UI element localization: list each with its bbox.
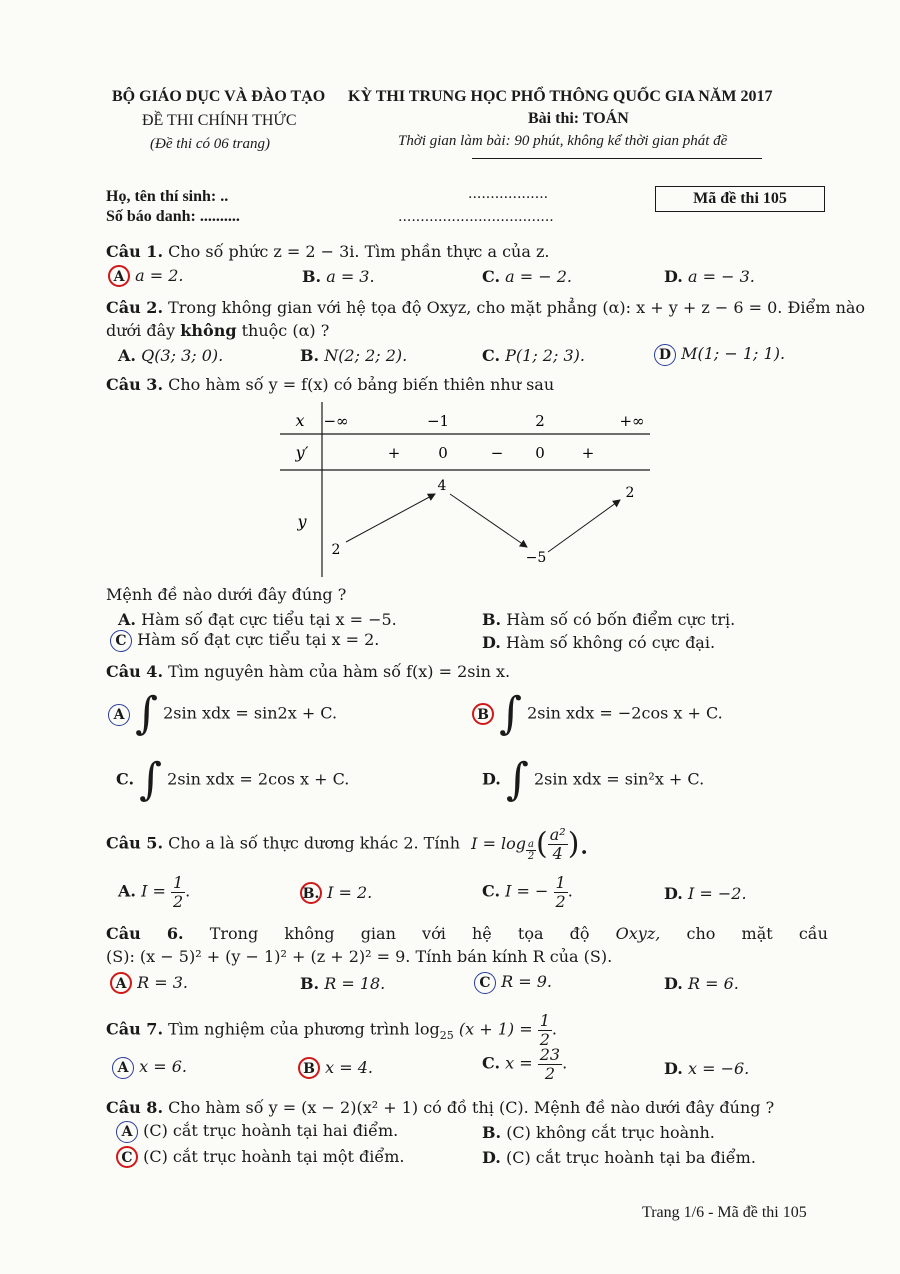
q2-option-c[interactable]: C. P(1; 2; 3). <box>482 346 585 365</box>
arrow-down <box>450 494 527 547</box>
answer-circle-blue: D <box>654 344 676 366</box>
table-yprime-sign: 0 <box>535 444 545 462</box>
q6-option-c[interactable]: C R = 9. <box>474 972 552 994</box>
table-yprime-sign: 0 <box>438 444 448 462</box>
q4-option-b[interactable]: B ∫ 2sin xdx = −2cos x + C. <box>472 692 723 736</box>
answer-circle-red: B <box>472 703 494 725</box>
question-7: Câu 7. Tìm nghiệm của phương trình $\log_{25} (x + 1)$ = $\frac{1}{2}$ . <box>106 1011 557 1049</box>
answer-circle-red: C <box>116 1146 138 1168</box>
table-y-value: 2 <box>625 485 635 501</box>
q2-option-d[interactable]: D M(1; − 1; 1). <box>654 344 785 366</box>
table-x-value: 2 <box>535 412 545 430</box>
q5-option-a[interactable]: A. I = $\frac{1}{2}$ . <box>118 873 191 911</box>
q5-option-d[interactable]: D. I = −2. <box>664 884 747 903</box>
answer-circle-red: B. <box>300 882 322 904</box>
question-6-line2: (S): (x − 5)² + (y − 1)² + (z + 2)² = 9. Tính bán kính R của (S). <box>106 947 613 966</box>
q7-option-a[interactable]: A x = 6. <box>112 1057 187 1079</box>
ministry-title: BỘ GIÁO DỤC VÀ ĐÀO TẠO <box>112 88 326 105</box>
q6-option-a[interactable]: A R = 3. <box>110 972 188 994</box>
answer-circle-blue: A <box>112 1057 134 1079</box>
pages-note: (Đề thi có 06 trang) <box>150 136 270 152</box>
q8-option-a[interactable]: A (C) cắt trục hoành tại hai điểm. <box>116 1121 398 1143</box>
official-label: ĐỀ THI CHÍNH THỨC <box>142 112 297 129</box>
question-2-line2: dưới đây không thuộc (α) ? <box>106 321 330 340</box>
q7-option-d[interactable]: D. x = −6. <box>664 1059 750 1078</box>
table-yprime-sign: + <box>581 444 595 462</box>
question-label: Câu 3. <box>106 375 164 394</box>
q3-option-c[interactable]: C Hàm số đạt cực tiểu tại x = 2. <box>110 630 379 652</box>
question-label: Câu 5. <box>106 833 164 853</box>
question-5: Câu 5. Cho a là số thực dương khác 2. Tính I = log $\frac{a}{2}$ ( $\frac{\text{a²}}{4}$ ). <box>106 825 589 863</box>
table-y-value: 4 <box>437 478 447 494</box>
log-argument: $\frac{\text{a²}}{4}$ <box>549 825 566 863</box>
answer-circle-red: A <box>108 265 130 287</box>
question-text: Tìm nguyên hàm của hàm số f(x) = 2sin x. <box>168 662 511 681</box>
q4-option-a[interactable]: A ∫ 2sin xdx = sin2x + C. <box>108 692 337 736</box>
question-1 <box>106 242 550 261</box>
candidate-name-dots: .................. <box>468 186 549 202</box>
question-label: Câu 7. <box>106 1019 164 1039</box>
candidate-id-label: Số báo danh: .......... <box>106 208 240 225</box>
q5-option-b[interactable]: B. I = 2. <box>300 882 372 904</box>
table-y-label: y <box>297 512 307 531</box>
integral-sign: ∫ <box>499 688 523 739</box>
table-x-label: x <box>295 411 305 430</box>
q8-option-b[interactable]: B. (C) không cắt trục hoành. <box>482 1123 715 1142</box>
table-yprime-sign: − <box>490 444 504 462</box>
question-label: Câu 2. <box>106 298 164 317</box>
answer-circle-blue: A <box>108 704 130 726</box>
arrow-up <box>346 494 435 542</box>
q7-option-c[interactable]: C. x = $\frac{23}{2}$ . <box>482 1045 568 1083</box>
question-text: Cho hàm số y = f(x) có bảng biến thiên như sau <box>168 375 555 394</box>
q3-option-d[interactable]: D. Hàm số không có cực đại. <box>482 633 716 652</box>
q8-option-d[interactable]: D. (C) cắt trục hoành tại ba điểm. <box>482 1148 756 1167</box>
candidate-id-dots: ................................... <box>398 209 554 225</box>
integral-sign: ∫ <box>139 754 163 805</box>
table-x-value: −1 <box>426 412 450 430</box>
table-y-value: −5 <box>525 550 547 566</box>
q6-option-d[interactable]: D. R = 6. <box>664 974 739 993</box>
log-base: $\frac{a}{2}$ <box>527 838 535 862</box>
question-text: Cho a là số thực dương khác 2. Tính <box>168 833 461 853</box>
page-footer: Trang 1/6 - Mã đề thi 105 <box>642 1204 807 1221</box>
duration: Thời gian làm bài: 90 phút, không kể thời gian phát đề <box>398 133 728 149</box>
q4-option-d[interactable]: D. ∫ 2sin xdx = sin²x + C. <box>482 754 705 805</box>
table-yprime-sign: + <box>387 444 401 462</box>
table-x-value: −∞ <box>323 412 349 430</box>
q1-option-d[interactable]: D. a = − 3. <box>664 267 755 286</box>
q3-prompt: Mệnh đề nào dưới đây đúng ? <box>106 585 347 604</box>
q1-option-b[interactable]: B. a = 3. <box>302 267 375 286</box>
q8-option-c[interactable]: C (C) cắt trục hoành tại một điểm. <box>116 1146 404 1168</box>
table-y-value: 2 <box>331 542 341 558</box>
q7-option-b[interactable]: B x = 4. <box>298 1057 373 1079</box>
question-text: Cho số phức z = 2 − 3i. Tìm phần thực a của z. <box>168 242 550 261</box>
table-yprime-label: y′ <box>295 443 309 462</box>
answer-circle-red: A <box>110 972 132 994</box>
question-2 <box>106 298 865 317</box>
answer-circle-blue: A <box>116 1121 138 1143</box>
integral-sign: ∫ <box>505 754 529 805</box>
exam-code-box: Mã đề thi 105 <box>655 186 825 212</box>
arrow-up <box>548 500 620 552</box>
question-text: Tìm nghiệm của phương trình log <box>168 1019 440 1039</box>
q2-option-a[interactable]: A. Q(3; 3; 0). <box>118 346 224 365</box>
q5-option-c[interactable]: C. I = − $\frac{1}{2}$ . <box>482 873 573 911</box>
q2-option-b[interactable]: B. N(2; 2; 2). <box>300 346 408 365</box>
table-x-value: +∞ <box>619 412 645 430</box>
question-text: Trong không gian với hệ tọa độ Oxyz, cho mặt phẳng (α): x + y + z − 6 = 0. Điểm nào <box>168 298 866 317</box>
variation-table <box>280 402 660 582</box>
candidate-name-label: Họ, tên thí sinh: .. <box>106 188 229 205</box>
integral-sign: ∫ <box>135 688 159 739</box>
q3-option-b[interactable]: B. Hàm số có bốn điểm cực trị. <box>482 610 736 629</box>
question-label: Câu 1. <box>106 242 164 261</box>
answer-circle-blue: C <box>474 972 496 994</box>
question-4 <box>106 662 510 681</box>
q4-option-c[interactable]: C. ∫ 2sin xdx = 2cos x + C. <box>116 754 350 805</box>
header-underline <box>472 158 762 159</box>
question-6: Câu 6. Trong không gian với hệ tọa độ Oxyz, cho mặt cầu <box>106 924 828 943</box>
question-3 <box>106 375 554 394</box>
question-text: Cho hàm số y = (x − 2)(x² + 1) có đồ thị (C). Mệnh đề nào dưới đây đúng ? <box>168 1098 775 1117</box>
answer-circle-blue: C <box>110 630 132 652</box>
exam-name: KỲ THI TRUNG HỌC PHỔ THÔNG QUỐC GIA NĂM 2017 <box>348 88 773 105</box>
answer-circle-red: B <box>298 1057 320 1079</box>
q6-option-b[interactable]: B. R = 18. <box>300 974 386 993</box>
subject: Bài thi: TOÁN <box>528 110 629 127</box>
q3-option-a[interactable]: A. Hàm số đạt cực tiểu tại x = −5. <box>118 610 397 629</box>
question-8 <box>106 1098 774 1117</box>
question-label: Câu 4. <box>106 662 164 681</box>
q1-option-c[interactable]: C. a = − 2. <box>482 267 572 286</box>
question-label: Câu 8. <box>106 1098 164 1117</box>
q1-option-a[interactable]: A a = 2. <box>108 265 183 287</box>
